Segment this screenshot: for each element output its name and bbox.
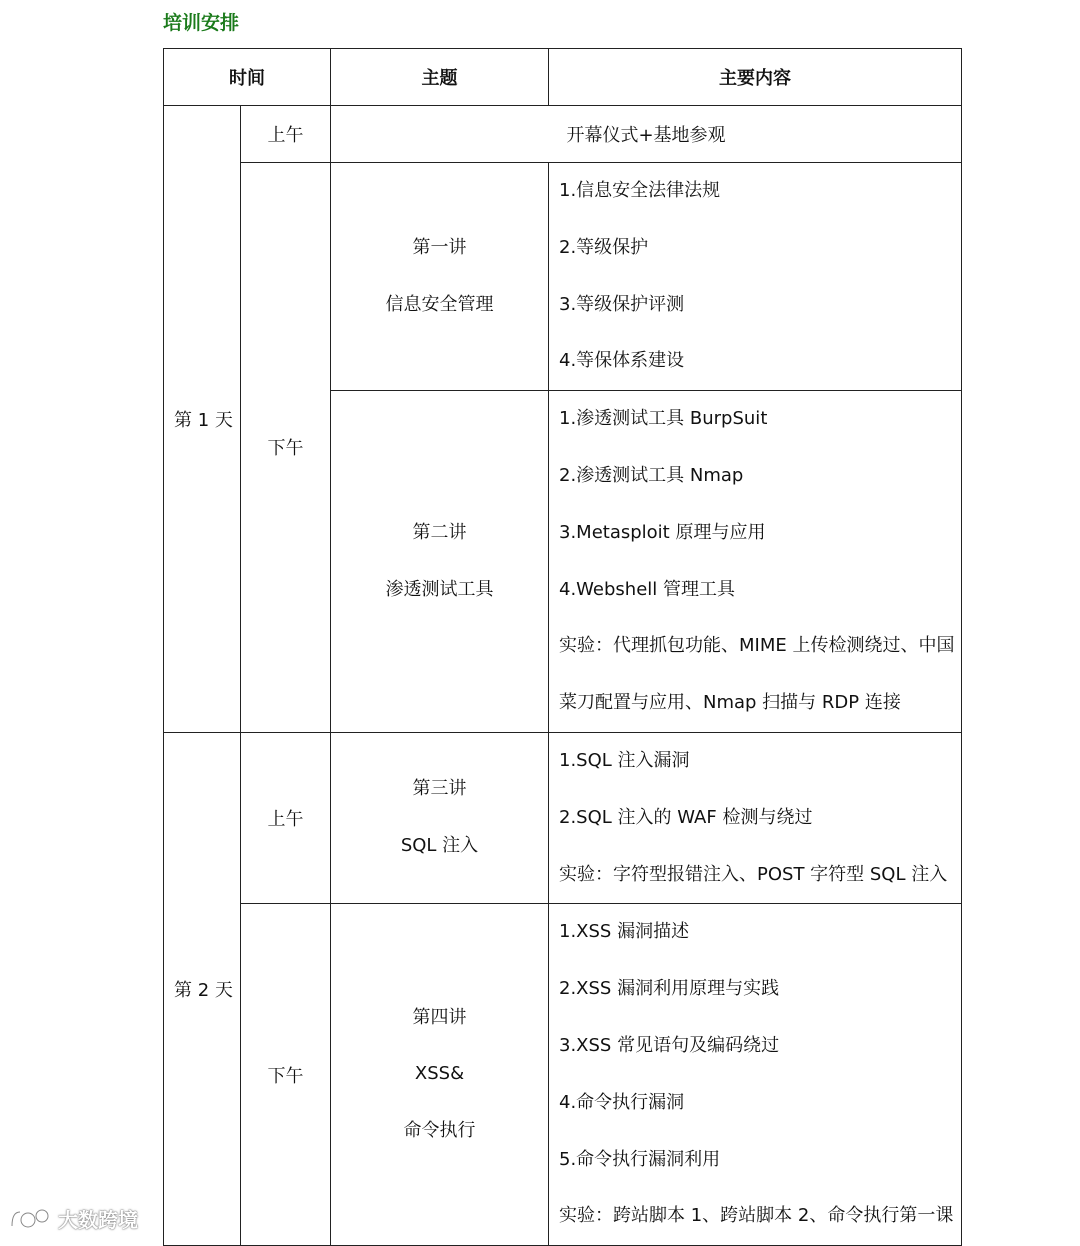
list-item: 4.命令执行漏洞: [559, 1091, 685, 1113]
day2-afternoon-period: 下午: [241, 904, 331, 1246]
lecture3-topic-line: SQL 注入: [400, 835, 479, 857]
list-item: 4.Webshell 管理工具: [559, 578, 736, 600]
watermark-text: 大数跨境: [58, 1208, 138, 1232]
lecture2-topic-line: 渗透测试工具: [385, 578, 494, 600]
list-item: 5.命令执行漏洞利用: [559, 1148, 721, 1170]
lecture3-content: [549, 732, 962, 903]
lecture2-content: [549, 391, 962, 733]
header-topic: 主题: [331, 49, 549, 106]
lecture4-topic-line: XSS&: [414, 1063, 465, 1085]
day2-afternoon-row: [164, 904, 962, 1246]
list-item: 菜刀配置与应用、Nmap 扫描与 RDP 连接: [559, 692, 901, 714]
list-item: 1.信息安全法律法规: [559, 180, 721, 201]
list-item: 1.SQL 注入漏洞: [559, 749, 690, 771]
list-item: 2.渗透测试工具 Nmap: [559, 464, 744, 486]
training-schedule-table: [163, 48, 962, 1246]
list-item: 实验：跨站脚本 1、跨站脚本 2、命令执行第一课: [559, 1205, 954, 1227]
day1-morning-period: 上午: [241, 106, 331, 163]
lecture1-topic-line: 信息安全管理: [385, 293, 494, 315]
day1-lecture1-row: [164, 163, 962, 391]
lecture1-content: [549, 163, 962, 391]
day1-label: 第 1 天: [164, 106, 241, 733]
list-item: 1.渗透测试工具 BurpSuit: [559, 408, 768, 430]
day1-morning-content: 开幕仪式+基地参观: [331, 106, 962, 163]
list-item: 3.Metasploit 原理与应用: [559, 521, 766, 543]
lecture4-content: [549, 904, 962, 1246]
lecture3-topic: [331, 732, 549, 903]
day2-morning-row: [164, 732, 962, 903]
list-item: 2.SQL 注入的 WAF 检测与绕过: [559, 806, 813, 828]
watermark: [8, 1204, 138, 1233]
list-item: 实验：代理抓包功能、MIME 上传检测绕过、中国: [559, 635, 955, 657]
watermark-logo-icon: [8, 1206, 52, 1232]
header-row: [164, 49, 962, 106]
lecture4-topic-line: 命令执行: [403, 1120, 476, 1142]
day1-afternoon-period: 下午: [241, 163, 331, 733]
section-title: 培训安排: [163, 12, 240, 34]
list-item: 3.XSS 常见语句及编码绕过: [559, 1034, 780, 1056]
lecture3-topic-line: 第三讲: [412, 778, 467, 800]
header-time: 时间: [164, 49, 331, 106]
lecture1-topic-line: 第一讲: [412, 236, 467, 258]
list-item: 3.等级保护评测: [559, 293, 685, 315]
day2-morning-period: 上午: [241, 732, 331, 903]
header-content: 主要内容: [549, 49, 962, 106]
list-item: 4.等保体系建设: [559, 350, 685, 372]
day1-morning-row: [164, 106, 962, 163]
lecture4-topic-line: 第四讲: [412, 1006, 467, 1028]
lecture2-topic: [331, 391, 549, 733]
lecture4-topic: [331, 904, 549, 1246]
list-item: 实验：字符型报错注入、POST 字符型 SQL 注入: [559, 863, 948, 885]
list-item: 1.XSS 漏洞描述: [559, 921, 690, 943]
lecture1-topic: [331, 163, 549, 391]
list-item: 2.XSS 漏洞利用原理与实践: [559, 978, 780, 1000]
day2-label: 第 2 天: [164, 732, 241, 1245]
list-item: 2.等级保护: [559, 236, 649, 258]
lecture2-topic-line: 第二讲: [412, 521, 467, 543]
